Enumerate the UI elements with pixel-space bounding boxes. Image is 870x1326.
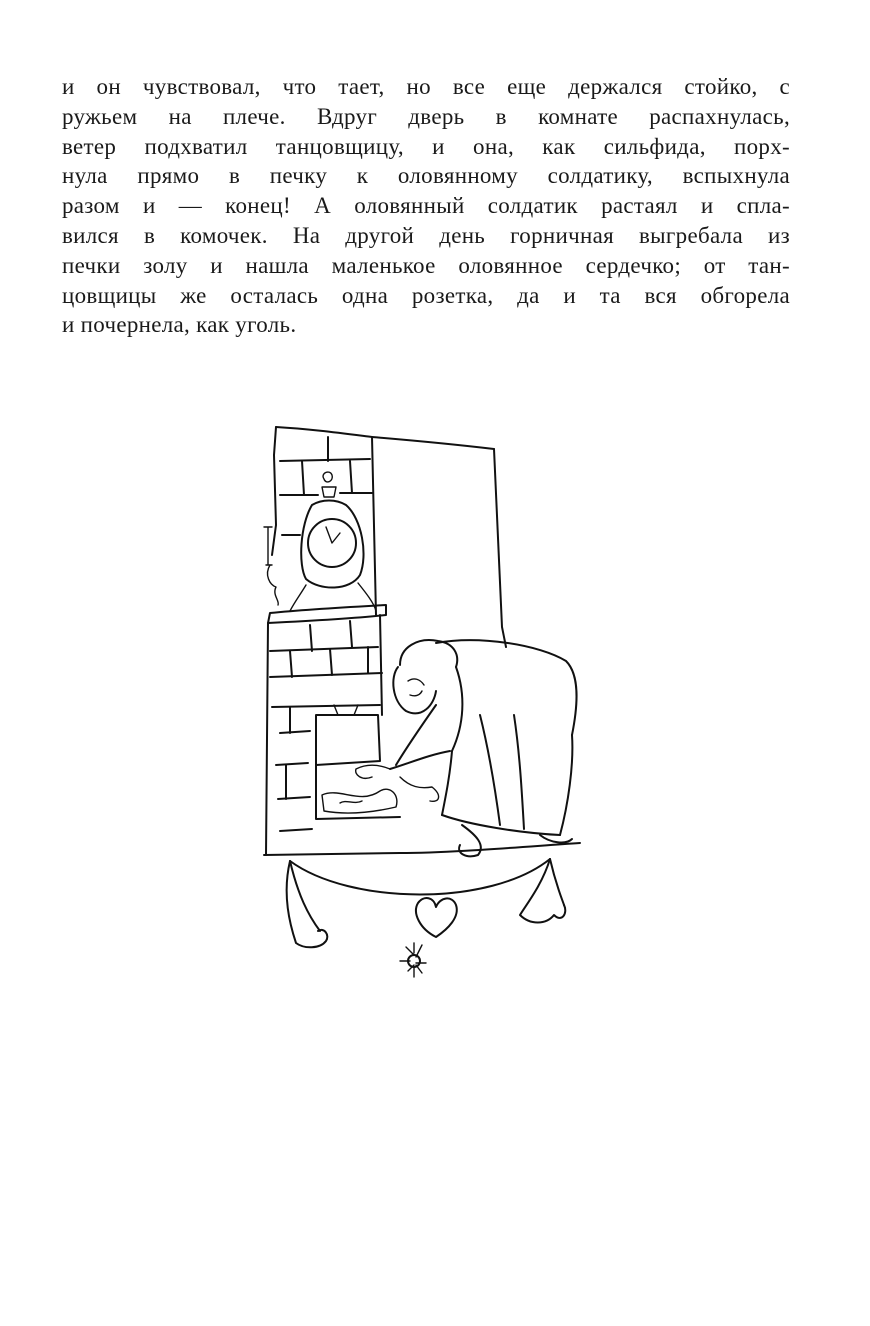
text-line-8: цовщицы же осталась одна розетка, да и та вся обгорела <box>62 282 790 308</box>
maid-figure <box>356 640 577 856</box>
stove <box>264 427 400 855</box>
text-line-4: нула прямо в печку к оловянному солдатику, вспыхнула <box>62 163 790 189</box>
burnt-rosette-icon <box>400 943 426 977</box>
tin-heart-icon <box>416 898 457 937</box>
text-line-9: и почернела, как уголь. <box>62 312 297 338</box>
drape <box>264 843 580 947</box>
text-line-3: ветер подхватил танцовщицу, и она, как сильфида, порх- <box>62 133 790 159</box>
text-line-5: разом и — конец! А оловянный солдатик растаял и спла- <box>62 193 790 219</box>
story-text <box>62 72 790 340</box>
text-line-6: вился в комочек. На другой день горничная выгребала из <box>62 222 790 248</box>
illustration-maid-at-stove <box>250 415 600 980</box>
text-line-1: и он чувствовал, что тает, но все еще держался стойко, с <box>62 74 790 99</box>
ink-drawing <box>250 415 600 980</box>
text-line-2: ружьем на плече. Вдруг дверь в комнате распахнулась, <box>62 103 790 129</box>
text-line-7: печки золу и нашла маленькое оловянное сердечко; от тан- <box>62 252 790 278</box>
open-door <box>372 437 506 647</box>
